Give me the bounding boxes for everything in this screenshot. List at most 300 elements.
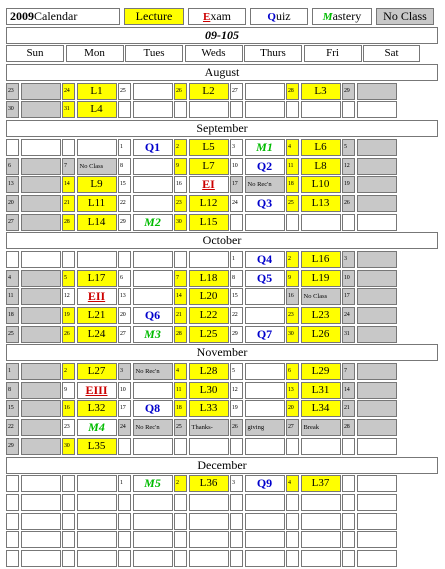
event-quiz: [133, 307, 173, 324]
date-number: 23: [6, 83, 19, 100]
event-empty: [21, 326, 61, 343]
date-number: 24: [118, 419, 131, 436]
day-cell: [342, 214, 397, 232]
day-cell: [230, 176, 286, 194]
event-label: L24: [87, 327, 106, 340]
day-cell: [230, 419, 286, 437]
day-cell: [174, 251, 230, 269]
event-empty: [21, 158, 61, 175]
event-lecture: [301, 307, 341, 324]
date-number: [174, 251, 187, 268]
day-cell: [342, 550, 397, 568]
day-cell: [230, 288, 286, 306]
month-title: September: [6, 120, 438, 137]
day-cell: [230, 438, 286, 456]
event-lecture: [189, 326, 229, 343]
date-number: 15: [230, 288, 243, 305]
date-number: 18: [286, 176, 299, 193]
event-empty: [21, 139, 61, 156]
day-cell: [174, 400, 230, 418]
event-label: L5: [202, 140, 215, 153]
event-label: Q6: [144, 308, 161, 322]
day-cell: [342, 101, 397, 119]
day-cell: [174, 195, 230, 213]
date-number: 16: [62, 400, 75, 417]
day-cell: [118, 158, 174, 176]
event-noclass: [133, 419, 173, 436]
event-quiz: [245, 270, 285, 287]
date-number: [174, 531, 187, 548]
day-cell: [62, 531, 118, 549]
event-empty: [357, 195, 397, 212]
event-label: L20: [199, 290, 218, 303]
event-label: L15: [199, 215, 218, 228]
day-cell: [118, 438, 174, 456]
event-label: L17: [87, 271, 106, 284]
event-empty: [301, 531, 341, 548]
date-number: 8: [230, 270, 243, 287]
date-number: 29: [230, 326, 243, 343]
event-lecture: [189, 83, 229, 100]
date-number: [118, 550, 131, 567]
date-number: 28: [62, 214, 75, 231]
date-number: 12: [62, 288, 75, 305]
day-cell: [286, 494, 342, 512]
day-cell: [118, 400, 174, 418]
day-cell: [6, 326, 62, 344]
event-noclass: [189, 419, 229, 436]
week-row: [6, 382, 438, 400]
week-row: [6, 513, 438, 531]
day-cell: [174, 531, 230, 549]
event-empty: [133, 158, 173, 175]
event-empty: [21, 288, 61, 305]
date-number: [342, 214, 355, 231]
event-lecture: [77, 214, 117, 231]
day-cell: [118, 176, 174, 194]
day-name-tues: Tues: [125, 45, 183, 62]
week-row: [6, 214, 438, 232]
event-label: M2: [144, 214, 161, 229]
day-cell: [6, 83, 62, 101]
day-cell: [62, 400, 118, 418]
event-empty: [21, 513, 61, 530]
event-mastery: [133, 326, 173, 343]
day-cell: [342, 438, 397, 456]
event-lecture: [189, 195, 229, 212]
day-cell: [342, 513, 397, 531]
date-number: [230, 214, 243, 231]
event-empty: [21, 494, 61, 511]
event-empty: [301, 550, 341, 567]
event-label: L28: [199, 365, 218, 378]
date-number: 6: [286, 363, 299, 380]
event-lecture: [301, 382, 341, 399]
event-label: L3: [314, 84, 327, 97]
date-number: 6: [118, 270, 131, 287]
day-cell: [174, 101, 230, 119]
event-exam: [77, 382, 117, 399]
day-cell: [230, 307, 286, 325]
event-empty: [245, 400, 285, 417]
event-lecture: [301, 363, 341, 380]
date-number: 30: [174, 214, 187, 231]
event-empty: [21, 83, 61, 100]
event-label: L31: [311, 383, 330, 396]
day-cell: [174, 139, 230, 157]
date-number: 3: [230, 475, 243, 492]
event-empty: [357, 214, 397, 231]
day-cell: [230, 363, 286, 381]
date-number: 19: [230, 400, 243, 417]
day-cell: [230, 475, 286, 493]
day-cell: [286, 101, 342, 119]
day-cell: [118, 251, 174, 269]
event-label: giving: [247, 424, 265, 432]
date-number: 22: [6, 419, 19, 436]
date-number: [286, 101, 299, 118]
day-cell: [342, 83, 397, 101]
day-cell: [62, 288, 118, 306]
event-empty: [21, 307, 61, 324]
event-empty: [133, 101, 173, 118]
event-empty: [133, 438, 173, 455]
event-lecture: [301, 475, 341, 492]
day-cell: [118, 101, 174, 119]
date-number: 4: [286, 139, 299, 156]
date-number: [62, 251, 75, 268]
day-cell: [6, 382, 62, 400]
day-cell: [62, 438, 118, 456]
event-label: L34: [311, 402, 330, 415]
event-label: M3: [144, 326, 161, 341]
date-number: 30: [62, 438, 75, 455]
event-empty: [357, 475, 397, 492]
event-label: No Class: [303, 293, 328, 301]
day-cell: [62, 101, 118, 119]
day-cell: [286, 400, 342, 418]
day-cell: [62, 251, 118, 269]
date-number: [6, 494, 19, 511]
legend-exam-label: xam: [210, 9, 231, 23]
date-number: 24: [62, 83, 75, 100]
date-number: 25: [118, 83, 131, 100]
event-exam: [189, 176, 229, 193]
day-cell: [6, 438, 62, 456]
day-cell: [342, 139, 397, 157]
day-cell: [286, 270, 342, 288]
day-cell: [342, 475, 397, 493]
event-empty: [21, 195, 61, 212]
date-number: [342, 101, 355, 118]
week-row: [6, 550, 438, 568]
event-empty: [357, 382, 397, 399]
date-number: [6, 139, 19, 156]
event-label: L22: [199, 309, 218, 321]
week-row: [6, 83, 438, 101]
day-cell: [6, 288, 62, 306]
day-cell: [6, 400, 62, 418]
event-label: L26: [311, 327, 330, 340]
event-mastery: [133, 214, 173, 231]
event-lecture: [189, 475, 229, 492]
date-number: 3: [118, 363, 131, 380]
event-empty: [21, 531, 61, 548]
day-cell: [6, 214, 62, 232]
event-lecture: [189, 382, 229, 399]
event-label: Q8: [144, 401, 161, 416]
event-mastery: [245, 139, 285, 156]
date-number: 25: [6, 326, 19, 343]
day-cell: [6, 176, 62, 194]
event-empty: [357, 270, 397, 287]
day-name-weds: Weds: [185, 45, 243, 62]
day-cell: [286, 288, 342, 306]
event-empty: [357, 550, 397, 567]
legend-mastery-letter: M: [322, 11, 333, 23]
event-empty: [357, 101, 397, 118]
event-label: Q9: [256, 476, 273, 491]
event-empty: [357, 158, 397, 175]
day-cell: [342, 176, 397, 194]
day-cell: [342, 363, 397, 381]
date-number: 4: [286, 475, 299, 492]
event-quiz: [245, 326, 285, 343]
event-empty: [189, 251, 229, 268]
day-cell: [62, 363, 118, 381]
event-lecture: [301, 195, 341, 212]
event-empty: [357, 83, 397, 100]
date-number: [342, 550, 355, 567]
date-number: 24: [230, 195, 243, 212]
event-label: L11: [87, 196, 106, 209]
event-quiz: [245, 475, 285, 492]
day-cell: [62, 270, 118, 288]
date-number: 17: [342, 288, 355, 305]
event-label: L30: [199, 383, 218, 396]
event-label: L18: [199, 271, 218, 284]
week-row: [6, 158, 438, 176]
date-number: [174, 513, 187, 530]
calendar: [6, 8, 438, 569]
day-cell: [62, 307, 118, 325]
event-empty: [357, 326, 397, 343]
event-empty: [245, 363, 285, 380]
date-number: 1: [118, 139, 131, 156]
week-row: [6, 176, 438, 194]
date-number: 23: [62, 419, 75, 436]
day-cell: [174, 214, 230, 232]
day-cell: [342, 251, 397, 269]
date-number: 27: [286, 419, 299, 436]
day-cell: [342, 494, 397, 512]
event-lecture: [189, 214, 229, 231]
event-empty: [245, 101, 285, 118]
date-number: 4: [6, 270, 19, 287]
date-number: 9: [62, 382, 75, 399]
month-header-row: [6, 232, 438, 250]
event-label: L9: [90, 178, 103, 191]
day-cell: [6, 494, 62, 512]
day-cell: [6, 513, 62, 531]
event-empty: [245, 438, 285, 455]
day-cell: [174, 419, 230, 437]
date-number: 3: [342, 251, 355, 268]
event-lecture: [77, 363, 117, 380]
legend-noclass: [376, 8, 434, 25]
date-number: 5: [62, 270, 75, 287]
event-lecture: [77, 176, 117, 193]
event-label: M5: [144, 476, 161, 491]
event-lecture: [301, 158, 341, 175]
event-empty: [21, 251, 61, 268]
day-cell: [342, 419, 397, 437]
event-label: L2: [202, 84, 215, 97]
week-row: [6, 475, 438, 493]
event-noclass: [77, 158, 117, 175]
event-label: M1: [256, 139, 273, 154]
day-names-row: [6, 45, 438, 63]
event-lecture: [189, 288, 229, 305]
event-empty: [245, 214, 285, 231]
event-empty: [133, 382, 173, 399]
date-number: 14: [174, 288, 187, 305]
date-number: 10: [342, 270, 355, 287]
event-empty: [21, 475, 61, 492]
day-cell: [118, 419, 174, 437]
event-exam: [77, 288, 117, 305]
day-cell: [342, 288, 397, 306]
day-cell: [174, 326, 230, 344]
day-cell: [342, 326, 397, 344]
course-code-row: [6, 27, 438, 45]
date-number: 19: [62, 307, 75, 324]
day-cell: [342, 531, 397, 549]
date-number: [342, 438, 355, 455]
date-number: 28: [174, 326, 187, 343]
date-number: 15: [6, 400, 19, 417]
event-label: L25: [199, 327, 218, 340]
date-number: [342, 475, 355, 492]
date-number: 24: [342, 307, 355, 324]
event-empty: [21, 419, 61, 436]
day-cell: [230, 139, 286, 157]
event-empty: [133, 251, 173, 268]
event-label: M4: [88, 420, 105, 435]
date-number: [62, 475, 75, 492]
event-empty: [21, 400, 61, 417]
day-cell: [174, 475, 230, 493]
day-cell: [230, 400, 286, 418]
date-number: [118, 494, 131, 511]
event-mastery: [133, 475, 173, 492]
date-number: 21: [174, 307, 187, 324]
event-label: Q3: [256, 195, 273, 210]
day-cell: [286, 475, 342, 493]
event-noclass: [301, 419, 341, 436]
legend-lecture-label: Lecture: [135, 9, 173, 23]
event-empty: [301, 494, 341, 511]
date-number: [174, 101, 187, 118]
day-cell: [6, 270, 62, 288]
event-label: L10: [311, 178, 330, 191]
event-empty: [189, 101, 229, 118]
day-cell: [342, 307, 397, 325]
event-empty: [21, 101, 61, 118]
date-number: 21: [62, 195, 75, 212]
day-cell: [342, 195, 397, 213]
date-number: 7: [62, 158, 75, 175]
day-cell: [286, 550, 342, 568]
day-cell: [174, 438, 230, 456]
header-row: [6, 8, 438, 26]
date-number: 11: [6, 288, 19, 305]
event-empty: [189, 531, 229, 548]
event-label: L7: [202, 159, 215, 172]
legend-lecture: [124, 8, 184, 25]
course-code: 09-105: [6, 27, 438, 44]
date-number: [118, 438, 131, 455]
date-number: 5: [342, 139, 355, 156]
date-number: 16: [286, 288, 299, 305]
day-cell: [118, 326, 174, 344]
week-row: [6, 438, 438, 456]
event-quiz: [245, 195, 285, 212]
event-lecture: [77, 101, 117, 118]
day-cell: [62, 550, 118, 568]
date-number: 18: [6, 307, 19, 324]
date-number: [286, 531, 299, 548]
date-number: 2: [174, 139, 187, 156]
event-empty: [77, 251, 117, 268]
date-number: 11: [174, 382, 187, 399]
date-number: [62, 494, 75, 511]
event-empty: [301, 438, 341, 455]
week-row: [6, 251, 438, 269]
event-lecture: [301, 251, 341, 268]
event-label: Break: [303, 424, 320, 432]
day-cell: [230, 494, 286, 512]
week-row: [6, 307, 438, 325]
date-number: 14: [342, 382, 355, 399]
date-number: 19: [342, 176, 355, 193]
event-lecture: [77, 326, 117, 343]
day-cell: [174, 363, 230, 381]
date-number: 13: [6, 176, 19, 193]
date-number: [118, 101, 131, 118]
day-cell: [230, 326, 286, 344]
week-row: [6, 101, 438, 119]
event-label: L36: [199, 477, 218, 490]
month-title: December: [6, 457, 438, 474]
event-lecture: [189, 158, 229, 175]
event-empty: [77, 494, 117, 511]
date-number: 27: [118, 326, 131, 343]
date-number: 2: [174, 475, 187, 492]
date-number: 25: [286, 195, 299, 212]
event-empty: [245, 513, 285, 530]
date-number: 3: [230, 139, 243, 156]
event-lecture: [301, 139, 341, 156]
date-number: 31: [62, 101, 75, 118]
event-empty: [77, 513, 117, 530]
day-cell: [6, 531, 62, 549]
event-lecture: [77, 195, 117, 212]
date-number: [174, 550, 187, 567]
date-number: 23: [286, 307, 299, 324]
legend-quiz-label: uiz: [275, 9, 291, 23]
day-cell: [62, 214, 118, 232]
